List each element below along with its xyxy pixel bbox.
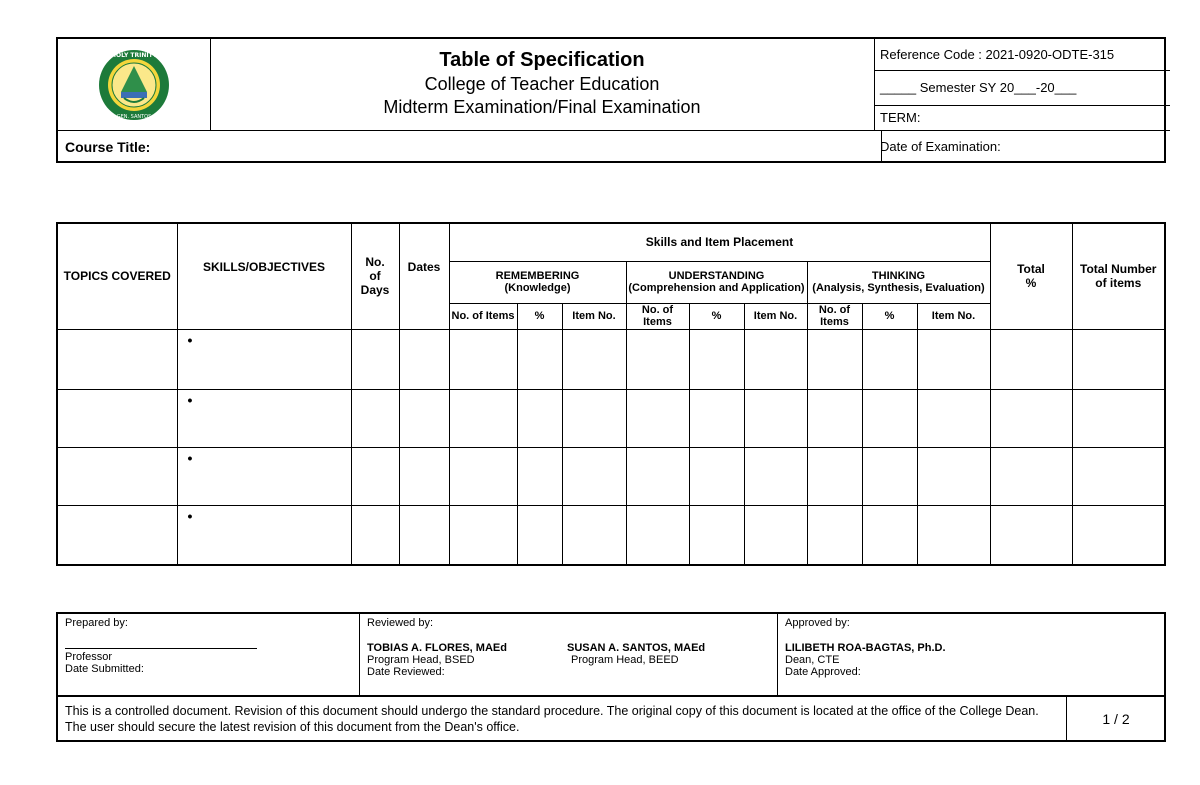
objective-bullet[interactable]: • bbox=[177, 447, 351, 505]
reviewer1-name: TOBIAS A. FLORES, MAEd bbox=[367, 642, 507, 654]
understanding-sub: (Comprehension and Application) bbox=[628, 282, 805, 294]
document-header bbox=[56, 37, 1166, 163]
header-days bbox=[351, 223, 399, 329]
table-cell[interactable] bbox=[990, 329, 1072, 389]
table-cell[interactable] bbox=[1072, 389, 1165, 447]
table-cell[interactable] bbox=[399, 389, 449, 447]
table-cell[interactable] bbox=[862, 505, 917, 565]
sub-percent: % bbox=[689, 303, 744, 329]
table-row bbox=[57, 447, 1165, 505]
table-cell[interactable] bbox=[351, 505, 399, 565]
table-cell[interactable] bbox=[744, 447, 807, 505]
objective-bullet[interactable]: • bbox=[177, 329, 351, 389]
date-submitted: Date Submitted: bbox=[65, 663, 144, 675]
exam-type: Midterm Examination/Final Examination bbox=[383, 97, 701, 117]
table-cell[interactable] bbox=[562, 389, 626, 447]
sub-item-no: Item No. bbox=[917, 303, 990, 329]
approved-by-label: Approved by: bbox=[785, 617, 850, 629]
table-cell[interactable] bbox=[917, 389, 990, 447]
table-cell[interactable] bbox=[517, 505, 562, 565]
table-cell[interactable] bbox=[917, 505, 990, 565]
table-cell[interactable] bbox=[744, 505, 807, 565]
table-cell[interactable] bbox=[517, 329, 562, 389]
course-title-field: Course Title: bbox=[58, 130, 882, 162]
header-skills-objectives: SKILLS/OBJECTIVES bbox=[177, 223, 351, 329]
sub-no-items: No. of Items bbox=[449, 303, 517, 329]
table-cell[interactable] bbox=[689, 447, 744, 505]
header-total-items bbox=[1072, 223, 1165, 329]
table-cell[interactable] bbox=[807, 329, 862, 389]
table-cell[interactable] bbox=[449, 447, 517, 505]
sub-item-no: Item No. bbox=[562, 303, 626, 329]
approver-name: LILIBETH ROA-BAGTAS, Ph.D. bbox=[785, 642, 946, 654]
table-cell[interactable] bbox=[517, 447, 562, 505]
signature-block bbox=[56, 612, 1166, 697]
remembering-label: REMEMBERING bbox=[495, 270, 580, 282]
reviewed-by-section bbox=[360, 614, 778, 695]
prepared-by-section bbox=[58, 614, 360, 695]
sub-item-no: Item No. bbox=[744, 303, 807, 329]
table-cell[interactable] bbox=[57, 447, 177, 505]
table-cell[interactable] bbox=[807, 447, 862, 505]
table-row bbox=[57, 505, 1165, 565]
reference-code: Reference Code : 2021-0920-ODTE-315 bbox=[874, 39, 1170, 71]
table-cell[interactable] bbox=[689, 505, 744, 565]
college-seal-logo bbox=[97, 48, 171, 122]
table-cell[interactable] bbox=[862, 447, 917, 505]
table-cell[interactable] bbox=[626, 329, 689, 389]
reviewer2-role: Program Head, BEED bbox=[571, 654, 679, 666]
specification-table bbox=[56, 222, 1166, 566]
table-cell[interactable] bbox=[449, 389, 517, 447]
table-cell[interactable] bbox=[744, 329, 807, 389]
table-cell[interactable] bbox=[351, 447, 399, 505]
title-block bbox=[210, 39, 875, 130]
signature-line bbox=[65, 647, 257, 649]
table-row bbox=[57, 329, 1165, 389]
header-skills-item-placement: Skills and Item Placement bbox=[449, 223, 990, 261]
table-cell[interactable] bbox=[689, 329, 744, 389]
document-title: Table of Specification bbox=[439, 49, 645, 71]
table-cell[interactable] bbox=[807, 505, 862, 565]
table-cell[interactable] bbox=[626, 389, 689, 447]
table-cell[interactable] bbox=[862, 389, 917, 447]
svg-text:HOLY TRINITY: HOLY TRINITY bbox=[110, 51, 158, 59]
table-cell[interactable] bbox=[626, 505, 689, 565]
table-cell[interactable] bbox=[57, 329, 177, 389]
table-cell[interactable] bbox=[57, 505, 177, 565]
prepared-role: Professor bbox=[65, 651, 113, 663]
approved-by-section bbox=[778, 614, 1164, 695]
table-cell[interactable] bbox=[399, 329, 449, 389]
date-approved: Date Approved: bbox=[785, 666, 861, 678]
college-name: College of Teacher Education bbox=[424, 74, 660, 94]
header-topics: TOPICS COVERED bbox=[57, 223, 177, 329]
reviewed-by-label: Reviewed by: bbox=[367, 617, 434, 629]
sub-no-items: No. of Items bbox=[807, 303, 862, 329]
table-cell[interactable] bbox=[917, 447, 990, 505]
table-cell[interactable] bbox=[744, 389, 807, 447]
table-cell[interactable] bbox=[562, 329, 626, 389]
table-cell[interactable] bbox=[1072, 329, 1165, 389]
semester-field: _____ Semester SY 20___-20___ bbox=[874, 70, 1170, 106]
understanding-label: UNDERSTANDING bbox=[668, 270, 765, 282]
header-remembering bbox=[449, 261, 626, 303]
reviewer2-name: SUSAN A. SANTOS, MAEd bbox=[567, 642, 706, 654]
sub-percent: % bbox=[517, 303, 562, 329]
date-reviewed: Date Reviewed: bbox=[367, 666, 445, 678]
reviewer1-role: Program Head, BSED bbox=[367, 654, 475, 666]
date-of-exam-field: Date of Examination: bbox=[874, 130, 1170, 162]
table-cell[interactable] bbox=[1072, 505, 1165, 565]
table-cell[interactable] bbox=[562, 505, 626, 565]
table-cell[interactable] bbox=[399, 447, 449, 505]
controlled-document-note bbox=[56, 697, 1166, 742]
note-text: This is a controlled document. Revision of this document should undergo the standard procedure. The original copy of this document is located at the office of the College Dean. The user should secure the latest revision of this document from the Dean's office. bbox=[65, 704, 1039, 734]
page-number: 1 / 2 bbox=[1066, 697, 1165, 740]
thinking-sub: (Analysis, Synthesis, Evaluation) bbox=[812, 282, 985, 294]
thinking-label: THINKING bbox=[871, 270, 926, 282]
table-cell[interactable] bbox=[57, 389, 177, 447]
table-cell[interactable] bbox=[862, 329, 917, 389]
table-cell[interactable] bbox=[626, 447, 689, 505]
table-cell[interactable] bbox=[517, 389, 562, 447]
table-row bbox=[57, 389, 1165, 447]
term-field: TERM: bbox=[880, 110, 921, 125]
objective-bullet[interactable]: • bbox=[177, 505, 351, 565]
table-cell[interactable] bbox=[807, 389, 862, 447]
prepared-by-label: Prepared by: bbox=[65, 617, 128, 629]
logo-cell bbox=[58, 39, 211, 130]
table-cell[interactable] bbox=[449, 505, 517, 565]
header-total-percent-label: Total % bbox=[1017, 262, 1045, 291]
svg-text:GEN. SANTOS: GEN. SANTOS bbox=[116, 113, 152, 120]
header-total-items-label: Total Number of items bbox=[1080, 262, 1157, 291]
table-cell[interactable] bbox=[990, 505, 1072, 565]
table-cell[interactable] bbox=[351, 389, 399, 447]
header-understanding bbox=[626, 261, 807, 303]
table-cell[interactable] bbox=[399, 505, 449, 565]
table-cell[interactable] bbox=[990, 447, 1072, 505]
table-cell[interactable] bbox=[917, 329, 990, 389]
remembering-sub: (Knowledge) bbox=[504, 282, 571, 294]
header-total-percent bbox=[990, 223, 1072, 329]
table-cell[interactable] bbox=[1072, 447, 1165, 505]
objective-bullet[interactable]: • bbox=[177, 389, 351, 447]
sub-no-items: No. of Items bbox=[626, 303, 689, 329]
header-days-label: No. of Days bbox=[360, 255, 390, 298]
header-dates: Dates bbox=[399, 223, 449, 329]
table-cell[interactable] bbox=[562, 447, 626, 505]
header-thinking bbox=[807, 261, 990, 303]
table-cell[interactable] bbox=[449, 329, 517, 389]
sub-percent: % bbox=[862, 303, 917, 329]
table-cell[interactable] bbox=[990, 389, 1072, 447]
approver-role: Dean, CTE bbox=[785, 654, 840, 666]
table-cell[interactable] bbox=[351, 329, 399, 389]
table-cell[interactable] bbox=[689, 389, 744, 447]
